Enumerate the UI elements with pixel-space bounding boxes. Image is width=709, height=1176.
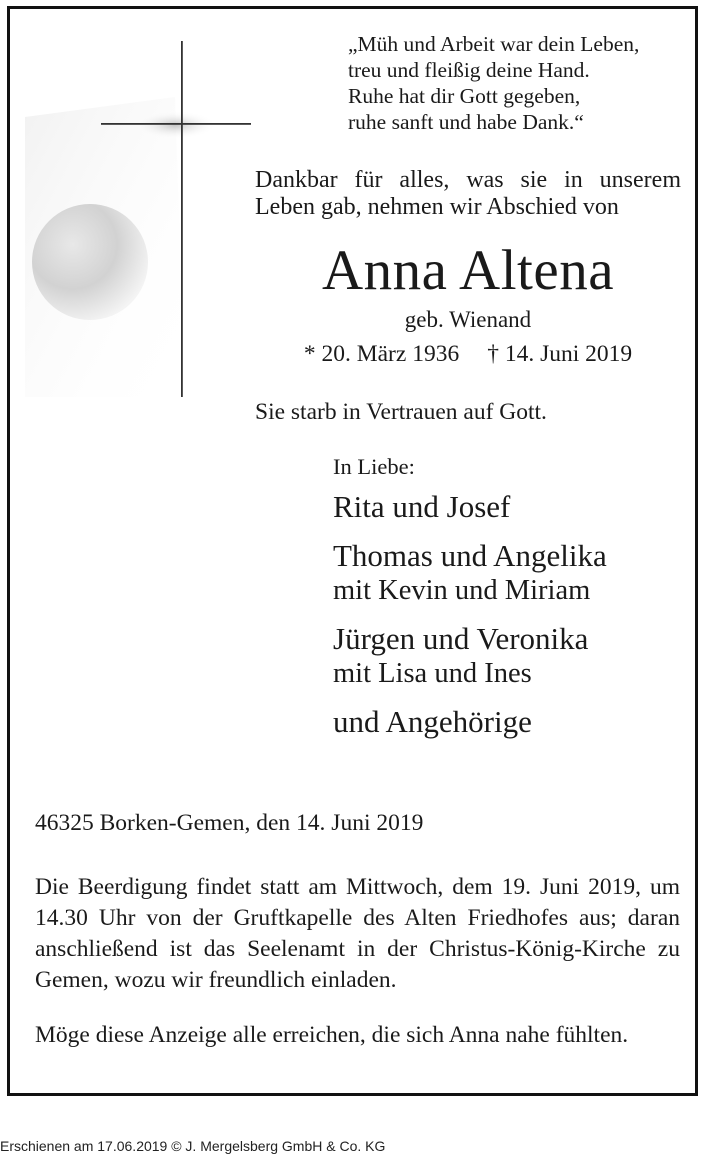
- family-group-children: mit Lisa und Ines: [333, 658, 532, 689]
- poem: [348, 31, 688, 135]
- family-list: [333, 453, 693, 740]
- maiden-name: geb. Wienand: [404, 307, 532, 332]
- poem-line: treu und fleißig deine Hand.: [348, 58, 590, 82]
- publication-footer: Erschienen am 17.06.2019 © J. Mergelsberg GmbH & Co. KG: [0, 1138, 386, 1154]
- death-date: † 14. Juni 2019: [487, 341, 633, 367]
- obituary-notice: [7, 6, 698, 1096]
- funeral-info: Die Beerdigung findet statt am Mittwoch, dem 19. Juni 2019, um 14.30 Uhr von der Gruftkapelle des Alten Friedhofes aus; daran anschließend ist das Seelenamt in der Christus-König-Kirche zu Gemen, wozu wir freundlich einladen.: [35, 874, 680, 993]
- birth-date: * 20. März 1936: [303, 341, 460, 367]
- family-group-children: mit Kevin und Miriam: [333, 575, 591, 606]
- family-group: [333, 538, 693, 608]
- cross-horizontal-beam: [101, 123, 251, 125]
- cross-icon: [25, 37, 255, 397]
- family-group: [333, 621, 693, 691]
- sun-sphere-icon: [32, 204, 148, 320]
- family-group-name: Thomas und Angelika: [333, 538, 607, 573]
- family-group: [333, 489, 693, 525]
- family-relatives: und Angehörige: [333, 704, 532, 739]
- poem-line: Ruhe hat dir Gott gegeben,: [348, 84, 581, 108]
- family-lead: In Liebe:: [333, 454, 415, 479]
- closing-text: Möge diese Anzeige alle erreichen, die sich Anna nahe fühlten.: [35, 1022, 629, 1048]
- cross-vertical-beam: [181, 41, 183, 397]
- poem-line: „Müh und Arbeit war dein Leben,: [348, 32, 640, 56]
- deceased-name: Anna Altena: [321, 239, 614, 302]
- cross-glow: [133, 111, 217, 139]
- family-group-name: Rita und Josef: [333, 489, 511, 524]
- place-date: 46325 Borken-Gemen, den 14. Juni 2019: [35, 810, 424, 836]
- life-dates: [255, 340, 681, 368]
- poem-line: ruhe sanft und habe Dank.“: [348, 110, 584, 134]
- faith-statement: Sie starb in Vertrauen auf Gott.: [255, 399, 547, 425]
- family-group-name: Jürgen und Veronika: [333, 621, 589, 656]
- intro-text: Dankbar für alles, was sie in unserem Leben gab, nehmen wir Abschied von: [255, 167, 681, 220]
